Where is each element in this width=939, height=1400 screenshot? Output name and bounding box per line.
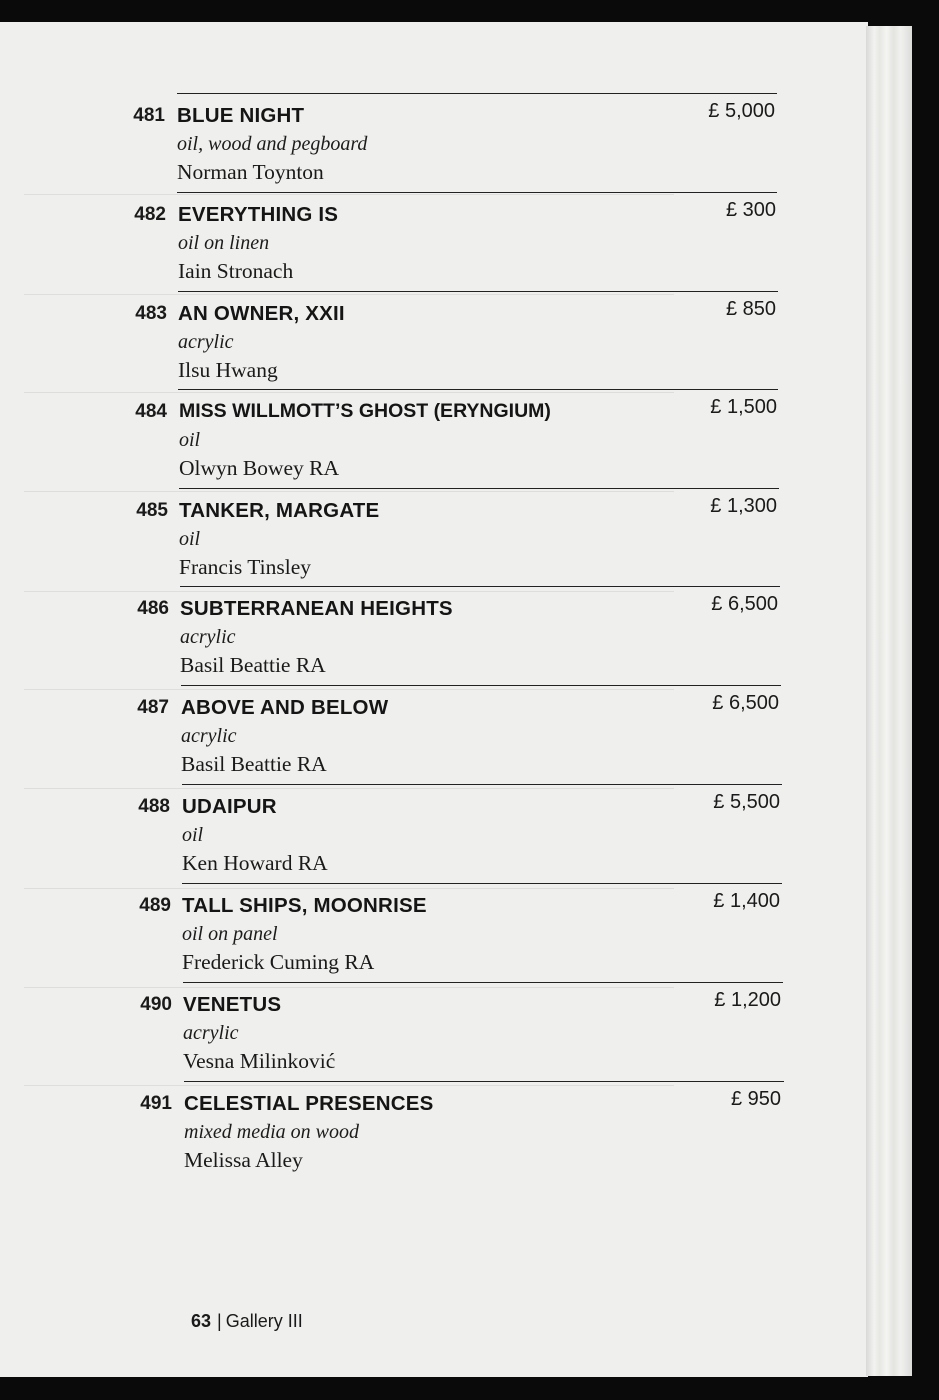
artist-name: Norman Toynton <box>177 160 324 184</box>
artwork-title: AN OWNER, XXII <box>178 302 345 325</box>
lot-number: 487 <box>137 697 169 718</box>
artist-name: Basil Beattie RA <box>181 752 327 776</box>
artwork-price: £ 1,400 <box>713 890 780 912</box>
artwork-title: VENETUS <box>183 993 282 1016</box>
lot-number: 484 <box>135 401 167 422</box>
catalogue-entry-482 <box>0 192 868 291</box>
artist-name: Basil Beattie RA <box>180 653 326 677</box>
artwork-title: UDAIPUR <box>182 795 277 818</box>
artwork-price: £ 950 <box>730 1088 781 1110</box>
catalogue-entry-486 <box>0 586 868 685</box>
footer-separator: | <box>217 1311 222 1331</box>
catalogue-entry-488 <box>0 784 868 883</box>
artwork-title: CELESTIAL PRESENCES <box>184 1092 434 1115</box>
entry-divider <box>180 586 780 587</box>
catalogue-entry-487 <box>0 685 868 784</box>
lot-number: 486 <box>137 598 169 619</box>
artwork-price: £ 5,500 <box>713 791 780 813</box>
gallery-section: Gallery III <box>225 1311 303 1331</box>
artwork-title: EVERYTHING IS <box>178 203 339 226</box>
artist-name: Iain Stronach <box>178 259 294 283</box>
catalogue-entry-489 <box>0 883 868 982</box>
entry-divider <box>179 488 779 489</box>
artwork-price: £ 850 <box>725 298 776 320</box>
artwork-price: £ 5,000 <box>708 100 775 122</box>
artwork-title: BLUE NIGHT <box>177 104 305 127</box>
page-number: 63 <box>191 1311 212 1331</box>
artwork-medium: oil on linen <box>178 232 270 254</box>
artwork-medium: acrylic <box>181 725 237 747</box>
artwork-medium: mixed media on wood <box>184 1121 359 1143</box>
artwork-title: TANKER, MARGATE <box>179 499 380 522</box>
artist-name: Ilsu Hwang <box>178 358 278 382</box>
artwork-medium: oil <box>182 824 204 846</box>
lot-number: 489 <box>139 895 171 916</box>
catalogue-entry-483 <box>0 291 868 390</box>
lot-number: 483 <box>135 303 167 324</box>
artwork-title: MISS WILLMOTT’S GHOST (ERYNGIUM) <box>179 400 551 422</box>
artwork-price: £ 6,500 <box>711 593 778 615</box>
catalogue-entry-481 <box>0 93 868 192</box>
lot-number: 481 <box>133 105 165 126</box>
page-footer <box>191 1311 303 1332</box>
catalogue-entry-491 <box>0 1081 868 1180</box>
artwork-medium: acrylic <box>180 626 236 648</box>
artist-name: Ken Howard RA <box>182 851 328 875</box>
artwork-price: £ 6,500 <box>712 692 779 714</box>
artwork-price: £ 1,200 <box>714 989 781 1011</box>
entry-divider <box>182 883 782 884</box>
artist-name: Frederick Cuming RA <box>182 950 375 974</box>
artwork-title: TALL SHIPS, MOONRISE <box>182 894 427 917</box>
entry-divider <box>177 192 777 193</box>
lot-number: 488 <box>138 796 170 817</box>
catalogue-entry-485 <box>0 488 868 587</box>
artwork-title: SUBTERRANEAN HEIGHTS <box>180 597 453 620</box>
entry-divider <box>181 685 781 686</box>
artwork-medium: oil on panel <box>182 923 278 945</box>
artwork-price: £ 1,300 <box>710 495 777 517</box>
entry-divider <box>182 784 782 785</box>
entry-divider <box>184 1081 784 1082</box>
artist-name: Vesna Milinković <box>183 1049 336 1073</box>
artwork-medium: oil, wood and pegboard <box>177 133 368 155</box>
artwork-medium: oil <box>179 528 201 550</box>
book-page-edges <box>866 26 912 1376</box>
entry-divider <box>178 291 778 292</box>
artwork-medium: acrylic <box>183 1022 239 1044</box>
catalogue-entry-490 <box>0 982 868 1081</box>
artwork-price: £ 300 <box>725 199 776 221</box>
artwork-medium: acrylic <box>178 331 234 353</box>
artwork-price: £ 1,500 <box>710 396 777 418</box>
artist-name: Francis Tinsley <box>179 555 312 579</box>
entry-divider <box>183 982 783 983</box>
artist-name: Olwyn Bowey RA <box>179 456 340 480</box>
entry-divider <box>178 389 778 390</box>
artist-name: Melissa Alley <box>184 1148 303 1172</box>
lot-number: 490 <box>140 994 172 1015</box>
lot-number: 482 <box>134 204 166 225</box>
entry-divider <box>177 93 777 94</box>
catalogue-page <box>0 22 868 1377</box>
lot-number: 491 <box>140 1093 172 1114</box>
lot-number: 485 <box>136 500 168 521</box>
artwork-title: ABOVE AND BELOW <box>181 696 389 719</box>
catalogue-entry-484 <box>0 389 868 488</box>
artwork-medium: oil <box>179 429 201 451</box>
